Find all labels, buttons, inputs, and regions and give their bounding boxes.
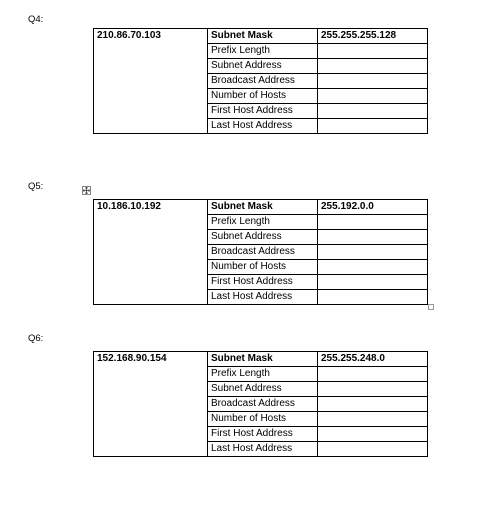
field-label-cell: Subnet Mask — [208, 200, 318, 215]
answer-cell[interactable] — [318, 397, 428, 412]
field-label-cell: Last Host Address — [208, 290, 318, 305]
subnet-table-q6 — [93, 351, 428, 457]
answer-cell[interactable] — [318, 442, 428, 457]
answer-cell[interactable]: 255.192.0.0 — [318, 200, 428, 215]
field-label-cell: First Host Address — [208, 427, 318, 442]
field-label-cell: Subnet Address — [208, 59, 318, 74]
answer-cell[interactable]: 255.255.248.0 — [318, 352, 428, 367]
answer-cell[interactable] — [318, 245, 428, 260]
field-label-cell: Number of Hosts — [208, 260, 318, 275]
question-label-q6: Q6: — [28, 333, 44, 344]
answer-cell[interactable] — [318, 412, 428, 427]
ip-address-cell[interactable]: 210.86.70.103 — [94, 29, 208, 134]
ip-address-cell[interactable]: 152.168.90.154 — [94, 352, 208, 457]
field-label-cell: Broadcast Address — [208, 74, 318, 89]
subnet-table-q4 — [93, 28, 428, 134]
answer-cell[interactable] — [318, 215, 428, 230]
field-label-cell: Subnet Address — [208, 382, 318, 397]
field-label-cell: Broadcast Address — [208, 245, 318, 260]
answer-cell[interactable] — [318, 275, 428, 290]
field-label-cell: Last Host Address — [208, 442, 318, 457]
answer-cell[interactable] — [318, 290, 428, 305]
answer-cell[interactable] — [318, 74, 428, 89]
field-label-cell: Subnet Mask — [208, 352, 318, 367]
field-label-cell: Subnet Address — [208, 230, 318, 245]
answer-cell[interactable] — [318, 104, 428, 119]
field-label-cell: Prefix Length — [208, 367, 318, 382]
ip-address-cell[interactable]: 10.186.10.192 — [94, 200, 208, 305]
field-label-cell: Number of Hosts — [208, 89, 318, 104]
field-label-cell: Last Host Address — [208, 119, 318, 134]
answer-cell[interactable] — [318, 89, 428, 104]
answer-cell[interactable] — [318, 382, 428, 397]
answer-cell[interactable] — [318, 44, 428, 59]
question-label-q5: Q5: — [28, 181, 44, 192]
field-label-cell: Subnet Mask — [208, 29, 318, 44]
table-row — [94, 200, 428, 215]
table-row — [94, 29, 428, 44]
answer-cell[interactable] — [318, 260, 428, 275]
field-label-cell: First Host Address — [208, 104, 318, 119]
answer-cell[interactable] — [318, 427, 428, 442]
answer-cell[interactable]: 255.255.255.128 — [318, 29, 428, 44]
table-row — [94, 352, 428, 367]
field-label-cell: Prefix Length — [208, 215, 318, 230]
answer-cell[interactable] — [318, 119, 428, 134]
answer-cell[interactable] — [318, 59, 428, 74]
field-label-cell: Broadcast Address — [208, 397, 318, 412]
field-label-cell: Number of Hosts — [208, 412, 318, 427]
field-label-cell: Prefix Length — [208, 44, 318, 59]
answer-cell[interactable] — [318, 367, 428, 382]
question-label-q4: Q4: — [28, 14, 44, 25]
answer-cell[interactable] — [318, 230, 428, 245]
table-resize-handle[interactable] — [428, 304, 434, 310]
table-move-handle-icon[interactable] — [82, 186, 91, 195]
subnet-table-q5 — [93, 199, 428, 305]
field-label-cell: First Host Address — [208, 275, 318, 290]
